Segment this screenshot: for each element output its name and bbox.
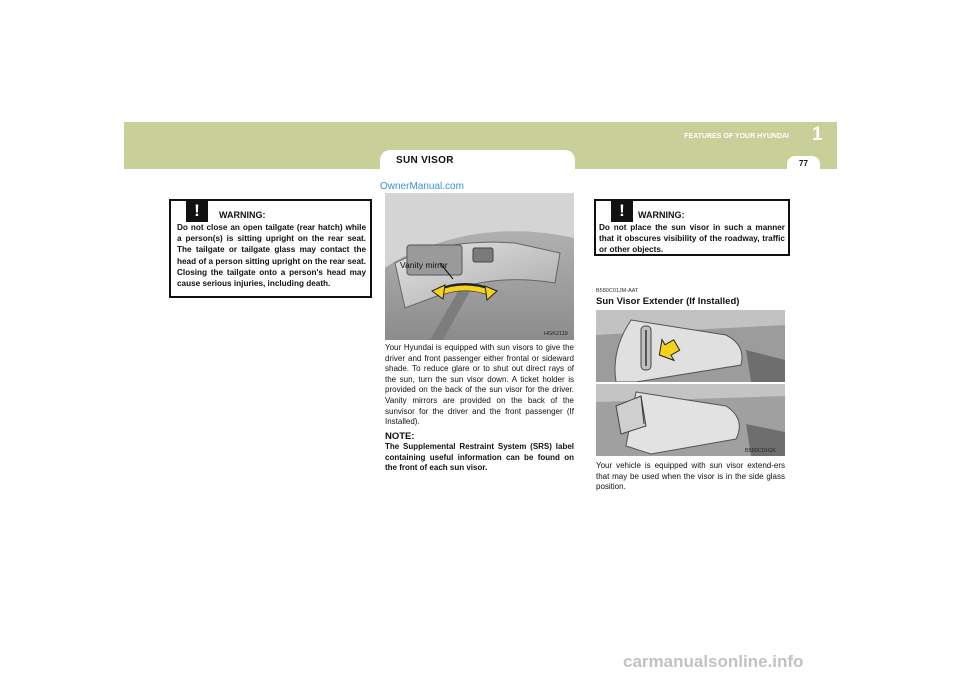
warning-box-tailgate xyxy=(169,199,372,298)
warning-title: WARNING: xyxy=(219,210,266,220)
section-subheading: Sun Visor Extender (If Installed) xyxy=(596,296,740,307)
chapter-number: 1 xyxy=(812,124,823,145)
warning-text: Do not place the sun visor in such a manner that it obscures visibility of the roadway, traffic or other objects. xyxy=(599,223,785,255)
warning-exclamation-icon: ! xyxy=(186,200,208,222)
warning-title: WARNING: xyxy=(638,210,685,220)
sun-visor-description: Your Hyundai is equipped with sun visors to give the driver and front passenger either frontal or sideward shade. To reduce glare or to shut out direct rays of the sun, turn the sun visor down. A ticket holder is provided on the back of the sun visor for the driver. Vanity mirrors are provided on the back of the sunvisor for the driver and the front passenger (If Installed). xyxy=(385,343,574,427)
warning-exclamation-icon: ! xyxy=(611,200,633,222)
footer-watermark: carmanualsonline.info xyxy=(623,652,804,671)
sun-visor-extender-photo-top xyxy=(596,310,785,382)
extender-description: Your vehicle is equipped with sun visor extend-ers that may be used when the visor is in the side glass position. xyxy=(596,461,785,492)
page-number: 77 xyxy=(799,159,808,168)
chapter-label: FEATURES OF YOUR HYUNDAI xyxy=(684,133,789,140)
figure-code: HGK2119 xyxy=(544,331,568,337)
watermark-text: OwnerManual.com xyxy=(380,181,464,192)
warning-text: Do not close an open tailgate (rear hatch) while a person(s) is sitting upright on the rear seat. The tailgate or tailgate glass may contact the head of a person sitting upright on the rear seat. Closing the tailgate onto a person's head may cause serious injuries, including death. xyxy=(177,223,366,289)
note-title: NOTE: xyxy=(385,431,415,442)
figure-code: B580C01GK xyxy=(745,448,776,454)
warning-box-sun-visor xyxy=(594,199,790,256)
section-title: SUN VISOR xyxy=(396,155,454,166)
section-code: B580C01JM-AAT xyxy=(596,288,639,294)
vanity-mirror-label: Vanity mirror xyxy=(400,260,448,270)
vanity-mirror-photo xyxy=(385,193,574,340)
sun-visor-extender-photo-bottom xyxy=(596,384,785,456)
note-text: The Supplemental Restraint System (SRS) label containing useful information can be found on the front of each sun visor. xyxy=(385,442,574,473)
